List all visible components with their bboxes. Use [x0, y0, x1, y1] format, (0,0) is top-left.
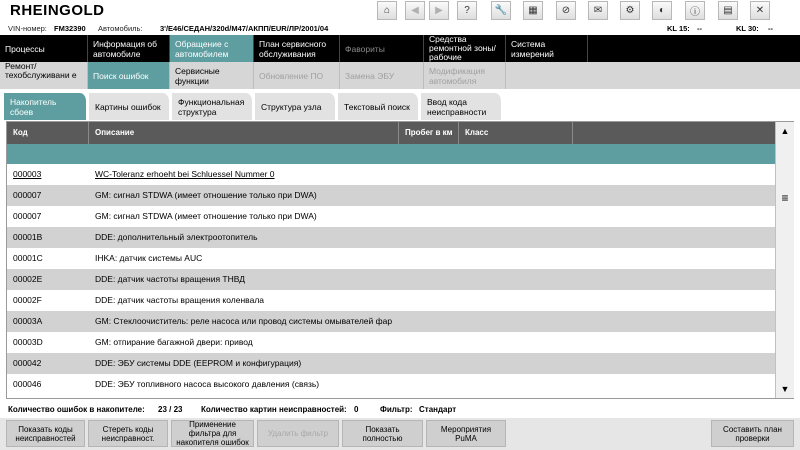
subnav-service-functions[interactable]	[170, 62, 254, 89]
vehicle-info-bar	[0, 22, 800, 35]
car-value: 3'/E46/СЕДАН/320d/M47/АКПП/EUR/ЛР/2001/04	[160, 24, 329, 33]
table-row[interactable]	[7, 374, 775, 395]
fault-description-cell: GM: отпирание багажной двери: привод	[95, 337, 253, 347]
print-icon[interactable]: ▤	[718, 1, 738, 20]
app-header	[0, 0, 800, 22]
nav-label: Система измерений	[511, 39, 554, 59]
help-icon[interactable]: ?	[457, 1, 477, 20]
action-bar	[0, 418, 800, 450]
back-icon[interactable]: ◀	[405, 1, 425, 20]
fault-description-cell: DDE: датчик частоты вращения коленвала	[95, 295, 264, 305]
tab-fault-code-entry[interactable]	[421, 93, 503, 120]
car-label: Автомобиль:	[98, 24, 143, 33]
nav-label: Информация об автомобиле	[93, 39, 157, 59]
show-all-button[interactable]: Показать полностью	[342, 420, 423, 447]
table-row[interactable]	[7, 227, 775, 248]
nav-label: Процессы	[5, 44, 45, 54]
tab-label: Текстовый поиск	[344, 102, 410, 112]
clear-fault-codes-button[interactable]: Стереть коды неисправност.	[88, 420, 168, 447]
tab-label: Функциональная структура	[178, 97, 245, 117]
fault-code-cell: 00001C	[13, 253, 43, 263]
fault-code-cell: 000003	[13, 169, 42, 179]
sub-navigation	[0, 62, 800, 89]
table-header	[7, 122, 775, 144]
fault-code-cell: 00003A	[13, 316, 43, 326]
subnav-fault-search[interactable]	[88, 62, 170, 89]
home-icon[interactable]: ⌂	[377, 1, 397, 20]
vin-label: VIN-номер:	[8, 24, 47, 33]
table-row[interactable]	[7, 248, 775, 269]
app-title: RHEINGOLD	[10, 2, 105, 19]
column-header-code[interactable]: Код	[7, 122, 89, 144]
fault-code-cell: 000042	[13, 358, 42, 368]
table-filter-row	[7, 144, 775, 164]
table-row[interactable]	[7, 164, 775, 185]
subnav-label: Замена ЭБУ	[345, 71, 395, 81]
nav-workshop-equipment[interactable]	[424, 35, 506, 62]
table-body	[7, 164, 775, 398]
nav-label: Обращение с автомобилем	[175, 39, 229, 59]
puma-measures-button[interactable]: Мероприятия PuMA	[426, 420, 506, 447]
main-navigation	[0, 35, 800, 62]
tab-label: Картины ошибок	[95, 102, 161, 112]
close-icon[interactable]: ✕	[750, 1, 770, 20]
forward-icon[interactable]: ▶	[429, 1, 449, 20]
tab-label: Структура узла	[261, 102, 322, 112]
fault-description-cell: DDE: датчик частоты вращения ТНВД	[95, 274, 245, 284]
wrench-icon[interactable]: 🔧	[491, 1, 511, 20]
tab-label: Ввод кода неисправности	[427, 97, 487, 117]
fault-description-cell: DDE: дополнительный электроотопитель	[95, 232, 258, 242]
info-icon[interactable]: ⓘ	[685, 1, 705, 20]
air-icon[interactable]: ◐	[652, 1, 672, 20]
nav-measurement-system[interactable]	[506, 35, 588, 62]
kl15-value: --	[697, 24, 702, 33]
subnav-label: Ремонт/ техобслуживани е	[5, 62, 77, 80]
tab-functional-structure[interactable]	[172, 93, 254, 120]
table-row[interactable]	[7, 206, 775, 227]
nav-processes[interactable]	[0, 35, 88, 62]
tab-text-search[interactable]	[338, 93, 420, 120]
table-row[interactable]	[7, 353, 775, 374]
column-header-class[interactable]: Класс	[459, 122, 573, 144]
fault-count-label: Количество ошибок в накопителе:	[8, 405, 145, 414]
apply-filter-button[interactable]: Применение фильтра для накопителя ошибок	[171, 420, 254, 447]
remove-filter-button[interactable]: Удалить фильтр	[257, 420, 339, 447]
tab-label: Накопитель сбоев	[10, 97, 57, 117]
filter-label: Фильтр:	[380, 405, 413, 414]
vin-value: FM32390	[54, 24, 86, 33]
filter-value: Стандарт	[419, 405, 457, 414]
nav-label: План сервисного обслуживания	[259, 39, 327, 59]
tab-fault-memory[interactable]	[4, 93, 88, 120]
tab-component-structure[interactable]	[255, 93, 337, 120]
subnav-label: Модификация автомобиля	[429, 66, 486, 86]
fault-description-cell: GM: Стеклоочиститель: реле насоса или провод системы омывателей фар	[95, 316, 393, 326]
nav-favorites[interactable]	[340, 35, 424, 62]
fault-description-cell: IHKA: датчик системы AUC	[95, 253, 203, 263]
mail-icon[interactable]: ✉	[588, 1, 608, 20]
subnav-software-update[interactable]	[254, 62, 340, 89]
kl30-value: --	[768, 24, 773, 33]
vertical-scrollbar[interactable]	[775, 122, 794, 398]
create-test-plan-button[interactable]: Составить план проверки	[711, 420, 794, 447]
nav-service-plan[interactable]	[254, 35, 340, 62]
fault-code-cell: 000046	[13, 379, 42, 389]
table-row[interactable]	[7, 290, 775, 311]
settings-icon[interactable]: ⚙	[620, 1, 640, 20]
fault-code-cell: 00001B	[13, 232, 43, 242]
table-row[interactable]	[7, 269, 775, 290]
scroll-down-arrow-icon[interactable]: ▼	[780, 384, 790, 394]
nav-vehicle-info[interactable]	[88, 35, 170, 62]
connection-icon[interactable]: ⊘	[556, 1, 576, 20]
fault-description-cell: GM: сигнал STDWA (имеет отношение только при DWA)	[95, 190, 317, 200]
subnav-label: Поиск ошибок	[93, 71, 149, 81]
kl30-label: KL 30:	[736, 24, 759, 33]
column-header-mileage[interactable]: Пробег в км	[399, 122, 459, 144]
fault-count-value: 23 / 23	[158, 405, 183, 414]
nav-label: Фавориты	[345, 44, 385, 54]
scroll-thumb[interactable]: ≡	[781, 191, 789, 205]
scroll-up-arrow-icon[interactable]: ▲	[780, 126, 790, 136]
vehicle-test-icon[interactable]: ▦	[523, 1, 543, 20]
nav-vehicle-handling[interactable]	[170, 35, 254, 62]
fault-code-cell: 00002E	[13, 274, 43, 284]
subnav-label: Обновление ПО	[259, 71, 324, 81]
subnav-vehicle-modification[interactable]	[424, 62, 506, 89]
fault-table	[6, 121, 794, 399]
fault-description-cell: WC-Toleranz erhoeht bei Schluessel Nummer 0	[95, 169, 275, 179]
fault-description-cell: GM: сигнал STDWA (имеет отношение только при DWA)	[95, 211, 317, 221]
fault-code-cell: 00003D	[13, 337, 43, 347]
subnav-repair[interactable]	[0, 62, 88, 89]
subnav-ecu-replacement[interactable]	[340, 62, 424, 89]
table-row[interactable]	[7, 332, 775, 353]
patterns-label: Количество картин неисправностей:	[201, 405, 347, 414]
kl15-label: KL 15:	[667, 24, 690, 33]
subnav-label: Сервисные функции	[175, 66, 220, 86]
tab-bar	[0, 93, 800, 120]
nav-label: Средства ремонтной зоны/ рабочие	[429, 35, 496, 62]
fault-code-cell: 00002F	[13, 295, 42, 305]
column-header-description[interactable]: Описание	[89, 122, 399, 144]
patterns-value: 0	[354, 405, 359, 414]
fault-description-cell: DDE: ЭБУ топливного насоса высокого давления (связь)	[95, 379, 320, 389]
fault-description-cell: DDE: ЭБУ системы DDE (EEPROM и конфигурация)	[95, 358, 302, 368]
status-bar	[0, 403, 800, 417]
show-fault-codes-button[interactable]: Показать коды неисправностей	[6, 420, 85, 447]
fault-code-cell: 000007	[13, 190, 42, 200]
table-row[interactable]	[7, 311, 775, 332]
table-row[interactable]	[7, 185, 775, 206]
tab-fault-patterns[interactable]	[89, 93, 171, 120]
fault-code-cell: 000007	[13, 211, 42, 221]
